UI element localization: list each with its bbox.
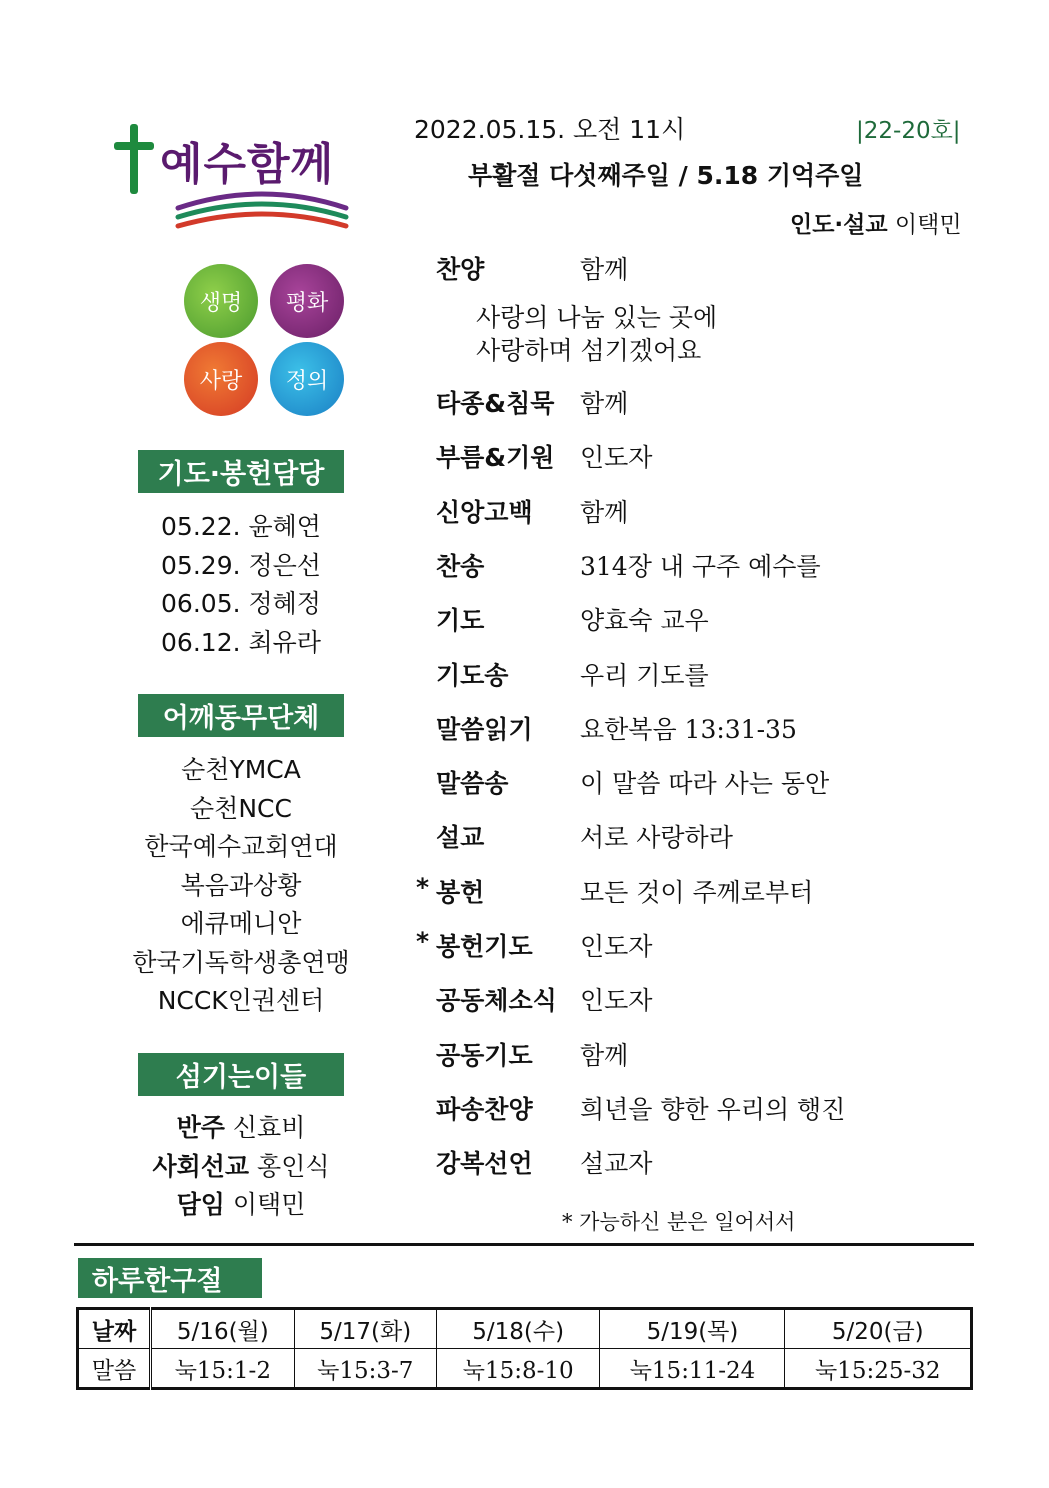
role-name: 홍인식 [257,1151,330,1181]
badge-love: 사랑 [184,342,258,416]
praise-song-2: 사랑하며 섬기겠어요 [476,336,702,365]
verse-cell: 눅15:25-32 [785,1349,972,1389]
role-name: 이택민 [232,1190,306,1219]
verse-cell: 눅15:8-10 [436,1349,600,1389]
order-label: 강복선언 [436,1149,533,1179]
order-label: 말씀읽기 [436,714,533,744]
list-item: 한국기독학생총연맹 [132,947,350,977]
order-value: 함께 [580,255,629,284]
partners-heading: 어깨동무단체 [138,694,344,737]
standing-note: * 가능하신 분은 일어서서 [562,1210,796,1234]
standing-marker: * [416,927,430,956]
order-label: 말씀송 [436,769,509,799]
rainbow-arcs-icon [172,188,352,233]
order-value: 함께 [580,1040,629,1070]
order-value: 인도자 [580,443,653,473]
order-value: 희년을 향한 우리의 행진 [580,1094,846,1124]
preacher-name: 이택민 [894,212,962,238]
order-label: 찬양 [436,255,485,284]
order-label: 설교 [436,823,485,853]
order-label: 기도송 [436,660,509,690]
cross-icon [110,122,160,196]
order-label: 봉헌 [436,877,485,907]
prayer-offering-heading: 기도·봉헌담당 [138,450,344,493]
date-cell: 5/18(수) [436,1309,600,1349]
order-value: 인도자 [580,986,653,1016]
badge-peace: 평화 [270,264,344,338]
order-label: 부름&기원 [436,443,555,473]
list-item: 순천NCC [190,793,292,823]
verse-cell: 눅15:11-24 [600,1349,785,1389]
order-value: 서로 사랑하라 [580,823,733,853]
order-label: 공동기도 [436,1040,533,1070]
order-value: 이 말씀 따라 사는 동안 [580,769,830,799]
order-value: 설교자 [580,1149,653,1179]
logo-title: 예수함께 [160,139,335,190]
order-label: 공동체소식 [436,986,557,1016]
list-item: 에큐메니안 [180,909,302,938]
verse-cell: 눅15:1-2 [151,1349,295,1389]
order-label: 타종&침묵 [436,389,555,418]
role-label: 담임 [176,1190,225,1219]
role-name: 신효비 [232,1113,306,1142]
list-item [130,1148,352,1187]
list-item: NCCK인권센터 [157,986,325,1015]
preacher [790,206,962,239]
order-label: 찬송 [436,551,485,581]
verse-header-cell: 말씀 [78,1349,151,1389]
daily-verse-table [76,1307,973,1390]
date-cell: 5/20(금) [785,1309,972,1349]
table-row [78,1349,972,1389]
order-label: 봉헌기도 [436,932,533,961]
praise-song-1: 사랑의 나눔 있는 곳에 [476,303,718,332]
servants-list [130,1109,352,1225]
list-item: 05.22. 윤혜연 [161,512,321,541]
order-value: 우리 기도를 [580,660,709,690]
order-value: 314장 내 구주 예수를 [580,551,821,581]
service-title: 부활절 다섯째주일 / 5.18 기억주일 [468,161,864,190]
date-cell: 5/16(월) [151,1309,295,1349]
order-value: 모든 것이 주께로부터 [580,877,814,907]
order-value: 인도자 [580,932,653,961]
order-label: 기도 [436,606,485,636]
list-item: 06.05. 정혜정 [161,589,321,618]
order-value: 함께 [580,497,629,527]
daily-verse-heading: 하루한구절 [78,1258,262,1298]
date-cell: 5/19(목) [600,1309,785,1349]
issue-number: |22-20호| [856,118,961,144]
list-item: 한국예수교회연대 [144,832,338,861]
role-label: 사회선교 [152,1151,250,1181]
date-header-cell: 날짜 [78,1309,151,1349]
preacher-label: 인도·설교 [790,212,888,238]
badge-justice: 정의 [270,342,344,416]
role-label: 반주 [176,1113,225,1142]
divider [74,1243,974,1246]
standing-marker: * [416,872,430,902]
list-item [130,1109,352,1148]
servants-heading: 섬기는이들 [138,1053,344,1096]
order-value: 양효숙 교우 [580,606,709,636]
partners-list [130,751,352,1021]
order-label: 신앙고백 [436,497,533,527]
badge-life: 생명 [184,264,258,338]
verse-cell: 눅15:3-7 [294,1349,436,1389]
list-item: 06.12. 최유라 [161,627,321,657]
order-value: 함께 [580,389,629,418]
order-value: 요한복음 13:31-35 [580,714,797,744]
date-cell: 5/17(화) [294,1309,436,1349]
order-label: 파송찬양 [436,1094,533,1124]
prayer-offering-list [130,508,352,662]
list-item [130,1186,352,1225]
list-item: 05.29. 정은선 [161,550,321,580]
list-item: 복음과상황 [180,870,302,900]
table-row [78,1309,972,1349]
list-item: 순천YMCA [181,755,301,784]
service-date-time: 2022.05.15. 오전 11시 [414,115,686,144]
